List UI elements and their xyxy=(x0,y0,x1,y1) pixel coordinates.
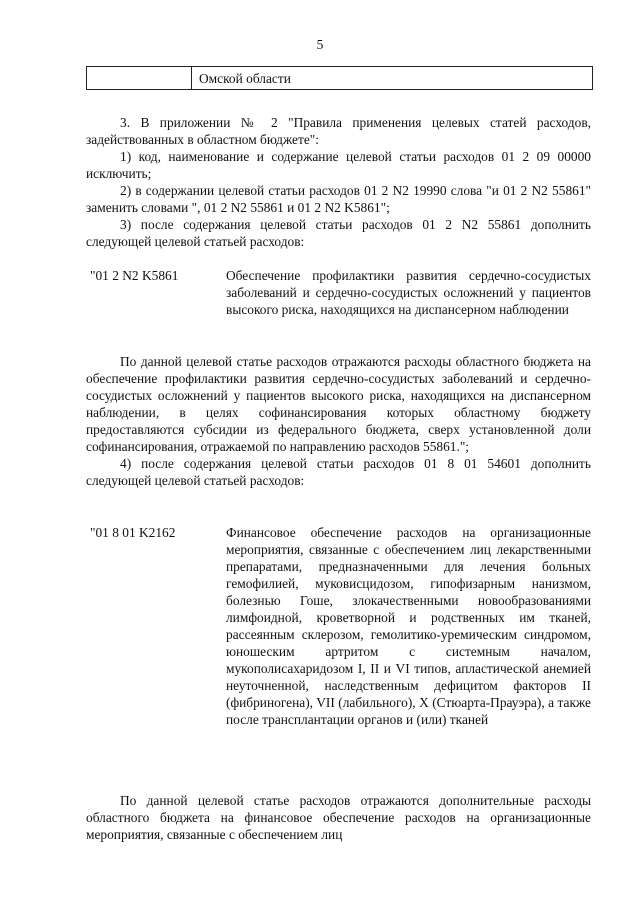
paragraph-2: По данной целевой статье расходов отражаются дополнительные расходы областного бюджета на финансовое обеспечение расходов на организационные мероприятия, связанные с обеспечением лиц xyxy=(86,793,591,842)
section-3-intro: 3. В приложении № 2 "Правила применения целевых статей расходов, задействованных в областном бюджете": xyxy=(86,115,591,147)
page-number: 5 xyxy=(316,37,324,52)
table-cell-text: Омской области xyxy=(199,71,291,86)
section-3 xyxy=(86,114,591,250)
item-1: 1) код, наименование и содержание целевой статьи расходов 01 2 09 00000 исключить; xyxy=(86,149,591,181)
item-4: 4) после содержания целевой статьи расходов 01 8 01 54601 дополнить следующей целевой статьей расходов: xyxy=(86,456,591,488)
paragraph-1-block xyxy=(86,353,591,489)
entry-code: "01 8 01 K2162 xyxy=(90,525,176,540)
item-3: 3) после содержания целевой статьи расходов 01 2 N2 55861 дополнить следующей целевой статьей расходов: xyxy=(86,217,591,249)
entry-code: "01 2 N2 K5861 xyxy=(90,268,179,283)
item-2: 2) в содержании целевой статьи расходов 01 2 N2 19990 слова "и 01 2 N2 55861" заменить словами ", 01 2 N2 55861 и 01 2 N2 K5861"; xyxy=(86,183,591,215)
paragraph-1: По данной целевой статье расходов отражаются расходы областного бюджета на обеспечение профилактики развития сердечно-сосудистых заболеваний и сердечно-сосудистых осложнений у пациентов высокого риска, находящихся на диспансерном наблюдении, в целях софинансирования которых областному бюджету предоставляются субсидии из федерального бюджета, сверх установленной доли софинансирования, отражаемой по направлению расходов 55861."; xyxy=(86,354,591,454)
entry-name: Финансовое обеспечение расходов на организационные мероприятия, связанные с обеспечением лиц лекарственными препаратами, предназначенными для лечения больных гемофилией, муковисцидозом, гипофизарным нанизмом, болезнью Гоше, злокачественными новообразованиями лимфоидной, кроветворной и родственных им тканей, рассеянным склерозом, гемолитико-уремическим синдромом, юношеским артритом с системным началом, мукополисахаридозом I, II и VI типов, апластической анемией неуточненной, наследственным дефицитом факторов II (фибриногена), VII (лабильного), X (Стюарта-Прауэра), а также после трансплантации органов и (или) тканей xyxy=(226,525,591,727)
table-row xyxy=(86,66,593,90)
paragraph-2-block xyxy=(86,792,591,843)
table-cell-empty xyxy=(87,67,192,89)
entry-name: Обеспечение профилактики развития сердечно-сосудистых заболеваний и сердечно-сосудистых осложнений у пациентов высокого риска, находящихся на диспансерном наблюдении xyxy=(226,268,591,317)
